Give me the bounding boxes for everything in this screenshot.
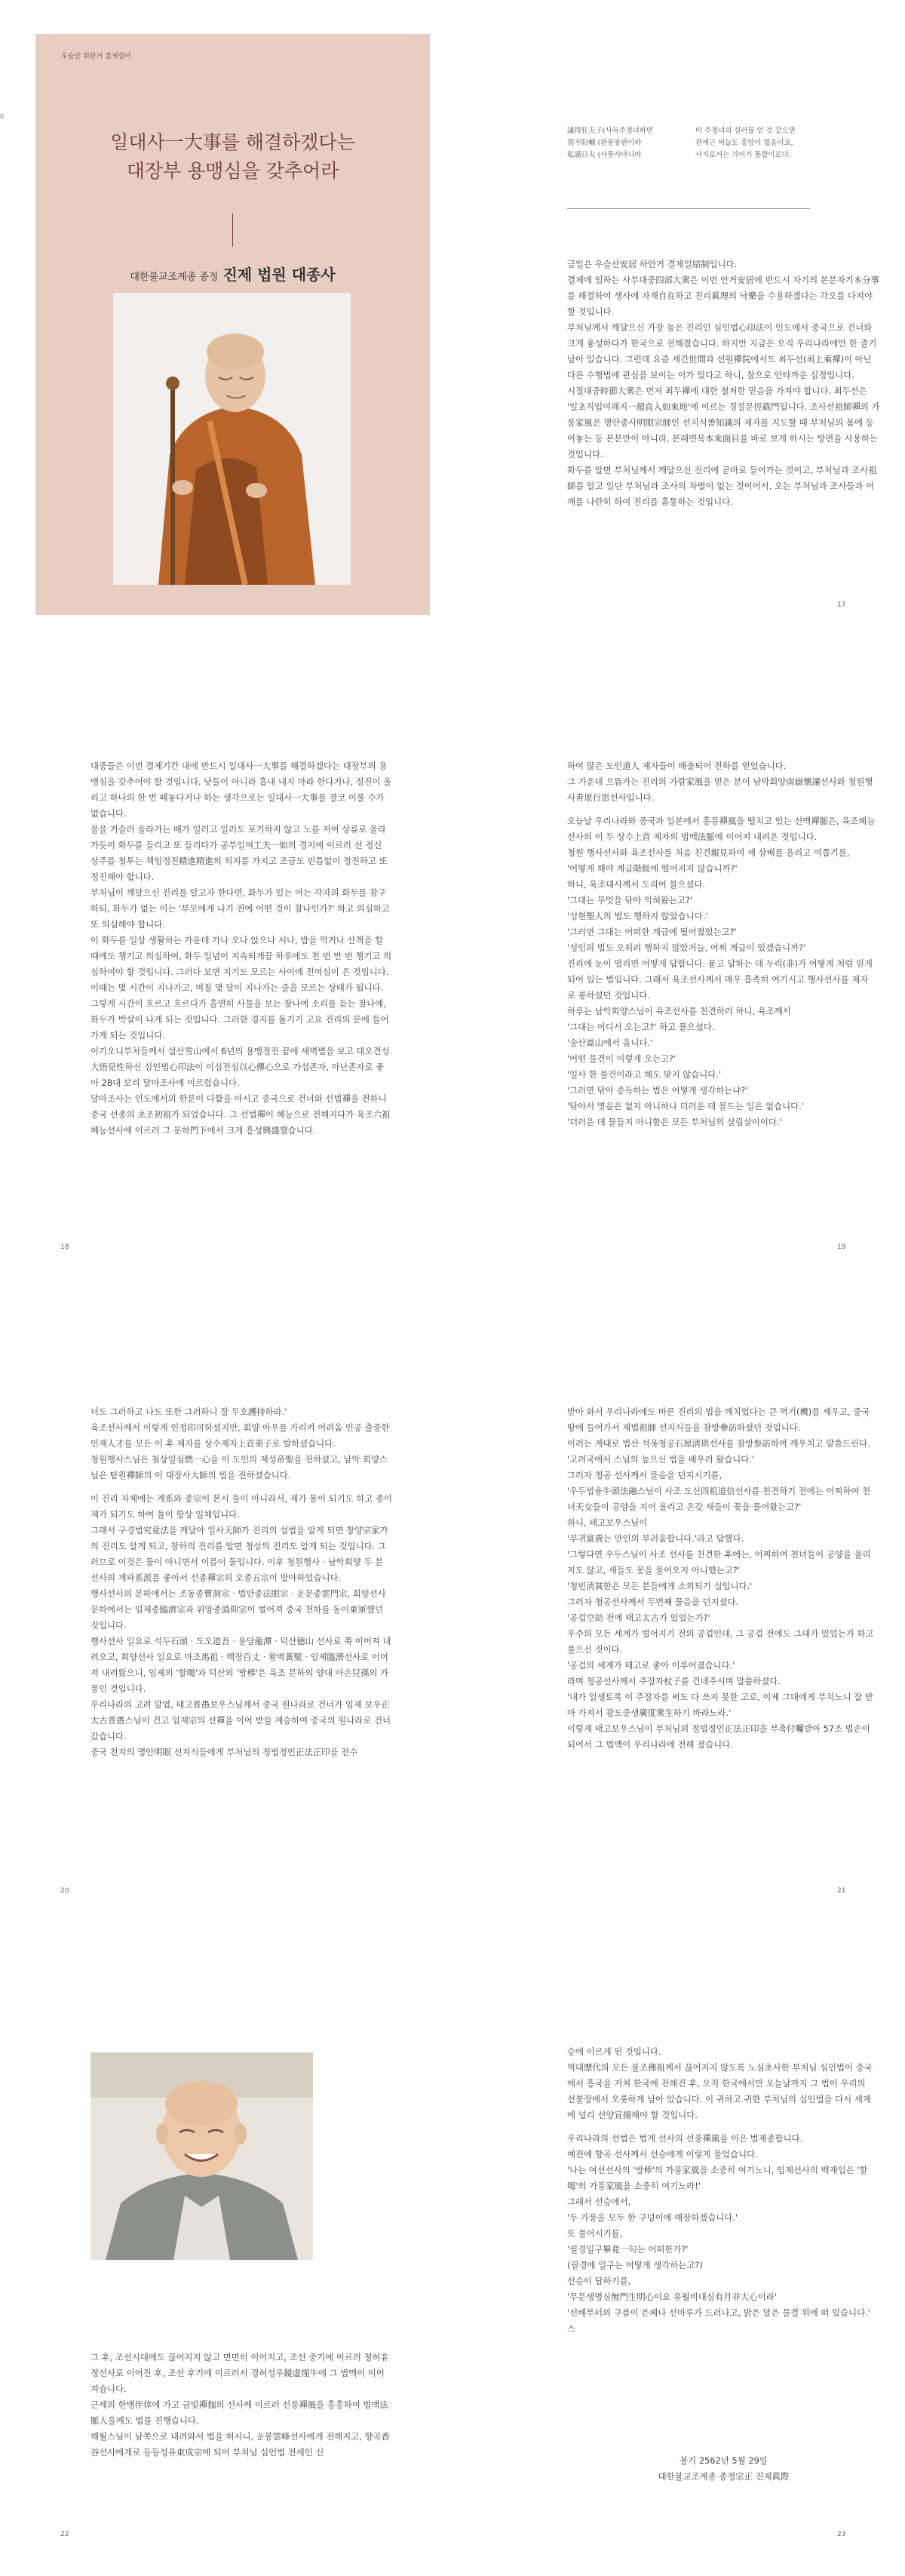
paragraph: 이기오니부처들께서 설산雪山에서 6년의 용맹정진 끝에 새벽별을 보고 대오견성大悟見性하신 심인법心印法이 이심전심以心傳心으로 가섭존자, 아난존자로 좋아 28대 보리 달마조사에 이르렀습니다. bbox=[90, 1046, 390, 1088]
paragraph: '숭산嵩山에서 옵니다.' bbox=[567, 1037, 653, 1048]
paragraph: 하루는 남악회양스님이 육조선사를 친견하러 하니, 육조께서 bbox=[567, 1006, 791, 1016]
paragraph: (필경에 일구는 어떻게 생각하는고?) bbox=[567, 2260, 703, 2270]
page-number: 19 bbox=[837, 1243, 846, 1251]
body-text-page-19 bbox=[567, 758, 876, 1130]
paragraph: 우주의 모든 세계가 벌어지기 전의 공겁인데, 그 공겁 전에도 그대가 있었는가 하고 물으신 것이다. bbox=[567, 1628, 874, 1655]
paragraph: '무문생명심無門生明心이요 유월비대심有月非大心이라' bbox=[567, 2292, 777, 2302]
verse-divider bbox=[567, 208, 810, 209]
paragraph: 이렇게 태고보우스님이 부처님의 정법정인正法正印을 부촉付囑받아 57조 법손이 되어서 그 법맥이 우리나라에 전해 졌습니다. bbox=[567, 1723, 870, 1750]
paragraph: 하니, 태고보우스님이 bbox=[567, 1517, 648, 1528]
paragraph: '닦아서 엿음은 없지 아니하나 더러운 데 물드는 일은 없습니다.' bbox=[567, 1101, 804, 1111]
paragraph: 역대歷代의 모든 불조佛祖께서 끊어지지 않도록 노심초사한 부처님 심인법이 중국에서 흥국을 거쳐 한국에 전해진 후, 오직 한국에서만 오늘날까지 그 법이 우리의 선불장에서 오롯하게 남아 있습니다. 이 귀하고 귀한 부처님의 심인법을 다시 세계에 널리 선양宣揚해야 할 것입니다. bbox=[567, 2062, 873, 2120]
paragraph: 하니, 육조대사께서 도리어 물으셨다. bbox=[567, 879, 706, 890]
paragraph: 행사선사의 문하에서는 조동종曹洞宗 · 법안종法眼宗 · 운문종雲門宗, 회양선사 문하에서는 임제종臨濟宗과 위앙종潙仰宗이 벌어져 중국 천하를 동이東軍했던 것입니다. bbox=[90, 1588, 386, 1631]
verse-line: 미 주정녀의 실러를 얻 것 같으면 bbox=[695, 127, 796, 135]
paragraph: 행사선사 일요로 석두石頭 · 도오道吾 · 용담龍潭 · 덕산德山 선사로 쭉 이어져 내려오고, 회양선사 일요로 마조馬祖 · 백장百丈 · 황벽黃檗 · 임제臨濟선사로 이어져 내려왔으니, 임제의 '할喝'과 덕산의 '방棒'은 육조 문하의 양대 아손兒孫의 가풍인 것입니다. bbox=[90, 1636, 391, 1694]
spread-1 bbox=[0, 0, 905, 641]
monk-portrait-illustration bbox=[113, 293, 351, 585]
paragraph: 그래서 선승에서, bbox=[567, 2196, 631, 2207]
body-text-page-21 bbox=[567, 1404, 876, 1753]
body-text-page-23 bbox=[567, 2044, 876, 2337]
paragraph: 하여 많은 도인道人 제자들이 배출되어 전하를 얻었습니다. bbox=[567, 761, 787, 771]
spread-2 bbox=[0, 644, 905, 1285]
paragraph: 그래서 구경법究竟法을 깨달아 일사天師가 진리의 설법을 알게 되면 창양宗家가 의 진리도 알게 되고, 창하의 진리를 알면 청상의 진리도 알게 되는 것입니다. 그러므로 이것은 둘이 아니면서 이름이 둘입니다. 이후 청원행사 · 남악회양 두 분 선사의 계파系派를 좋아서 선종禪宗의 오종五宗이 발아하었습니다. bbox=[90, 1525, 388, 1583]
paragraph: '어떻게 해야 계급階級에 떨어지지 않습니까?' bbox=[567, 863, 738, 874]
page-number: 23 bbox=[837, 2531, 846, 2538]
title-divider bbox=[232, 214, 233, 247]
paragraph: '그러면 닦아 증득하는 법은 어떻게 생각하는냐?' bbox=[567, 1085, 748, 1096]
paragraph: 예전에 향곡 선사께서 선승에게 이렇게 물었습니다. bbox=[567, 2149, 758, 2159]
verse-translation bbox=[695, 125, 808, 161]
title-line-2: 대장부 용맹심을 갖추어라 bbox=[126, 160, 339, 182]
paragraph: 받아 와서 우리나라에도 바른 진리의 법을 깨치었다는 큰 역기(機)를 세우고, 중국 땅에 들어가서 재법祖師 선지식들을 참방參訪하셨던 것입니다. bbox=[567, 1406, 870, 1433]
paragraph: 결제에 임하는 사부대중四部大衆은 이번 안거安居에 반드시 자기의 본분자기本分事를 해결하여 생사에 자재自在하고 진리眞理의 낙樂을 수용하겠다는 각오를 다져야 할 것입니다. bbox=[567, 275, 879, 317]
body-text-page-18 bbox=[90, 758, 392, 1139]
closing-date: 불기 2562년 5월 29일 bbox=[680, 2455, 768, 2466]
page-number: 22 bbox=[60, 2531, 69, 2538]
paragraph: 우리나라의 고려 말엽, 태고普愚보우스님께서 중국 원나라로 건너가 임제 보우正太古普愚스님이 건고 임제宗의 선禪을 이어 받들 계승하여 중국의 원나라로 건너갔습니다. bbox=[90, 1699, 391, 1741]
paragraph: '두 가풍을 모두 한 구덩이에 매장하겠습니다.' bbox=[567, 2212, 738, 2223]
page-number: 20 bbox=[60, 1887, 69, 1895]
paragraph: 시절대중時節大衆은 먼저 최두禪에 대한 철저한 믿음을 가져야 합니다. 최두선은 '일초직입여래지一超直入如來地'에 이르는 경절문徑截門입니다. 조사선祖師禪의 가풍家風은 명안종사明眼宗師인 선지식善知識의 제자를 지도할 때 부처님의 몸에 등어놓는 등 본분만이 아니라, 본래면목本來面目을 바로 보게 하시는 방편을 사용하는 것입니다. bbox=[567, 386, 880, 460]
paragraph: 또 물어시기를, bbox=[567, 2228, 623, 2239]
body-text-page-22 bbox=[90, 2350, 392, 2461]
paragraph: '내가 일생토록 이 주장자를 써도 다 쓰지 못한 고로, 이제 그대에게 부치노니 잘 받아 가져서 광도중생廣度衆生하기 바라노라.' bbox=[567, 1692, 873, 1718]
paragraph: '공겁空劫 전에 태고太古가 있었는가?' bbox=[567, 1612, 710, 1623]
paragraph: '고려국에서 스님의 높으신 법을 배우러 왔습니다.' bbox=[567, 1454, 755, 1465]
paragraph: '성현聖人의 법도 행하지 않았습니다.' bbox=[567, 911, 708, 921]
paragraph: 우리나라의 선법은 법계 선사의 선풍禪風을 이은 법제종합니다. bbox=[567, 2133, 803, 2144]
paragraph: 근세의 한맹伴倖에 가고 금빛禪伽의 선사께 이르러 선풍禪風을 흥흥하여 법맥法脈人을께도 법물 진행습니다. bbox=[90, 2399, 388, 2426]
page-number: 18 bbox=[60, 1243, 69, 1251]
paragraph: 진리에 눈이 열리면 어떻게 답합니다. 묻고 답하는 데 두리(非)가 어떻게 처럼 믿게 되어 있는 법입니다. 그래서 육조선사께서 매우 흡족히 여기시고 행사선사를 제자로 봉하셨던 것입니다. bbox=[567, 958, 873, 1001]
paragraph: 그러자 청공선사께서 두번째 물음을 던지셨다. bbox=[567, 1597, 739, 1607]
paragraph: 선승이 답하기를, bbox=[567, 2276, 631, 2286]
paragraph: 육조선사께서 이렇게 인정印可하셨지만, 회양 아우를 가리켜 어려움 인공 출중한 인재人才를 모든 이 후 제자를 상수제자上首弟子로 발하셨습니다. bbox=[90, 1422, 390, 1449]
paragraph: '성인의 법도 오히려 행하지 않았거늘, 어찌 계급이 있겠습니까?' bbox=[567, 942, 806, 953]
paragraph: '그러면 그대는 어떠한 계급에 떨어졌었는고?' bbox=[567, 927, 737, 937]
paragraph: 중국 천지의 명안明眼 선지식들에게 부처님의 정법정인正法正印을 전수 bbox=[90, 1747, 358, 1757]
verse-classical bbox=[567, 125, 680, 161]
spread-3 bbox=[0, 1287, 905, 1929]
paragraph: 청원 행사선사와 육조선사를 처음 친견親見하여 세 삼배를 올리고 여쭙기를, bbox=[567, 847, 850, 858]
paragraph: '필경일구畢竟一句는 어떠한가?' bbox=[567, 2244, 689, 2255]
page-number: 21 bbox=[837, 1887, 846, 1895]
organization-label: 대한불교조계종 종정 bbox=[130, 272, 219, 283]
paragraph: '어떤 물건이 이렇게 오는고?' bbox=[567, 1053, 676, 1064]
paragraph: 승에 이르게 된 것입니다. bbox=[567, 2046, 661, 2057]
paragraph: 청원행사스님은 첨상일심燃一心을 이 도인의 제성帝聖을 전하셨고, 남악 회양스님은 탐원禪師의 이 대장사大師의 법을 전하셨습니다. bbox=[90, 1454, 388, 1480]
paragraph: '부귀富貴는 만인의 부러움합니다.'라고 답했다. bbox=[567, 1533, 744, 1544]
verse-line: 관세근 비늘도 흥망이 없음이요, bbox=[695, 139, 793, 147]
paragraph: '우두법융牛頭法融스님이 사조 도신四祖道信선사를 친견하기 전에는 어찌하여 천녀天女들이 공양을 지어 올리고 온갖 새들이 꽃을 물어왔는고?' bbox=[567, 1486, 871, 1512]
paragraph: 해월스님이 남쪽으로 내려와서 법을 허시니, 운봉雲峰선사에게 전해지고, 향곡香谷선사에게로 등등성유東成宗에 되어 부처님 심인법 전세인 신 bbox=[90, 2431, 390, 2458]
paragraph: 부처님이 깨달으신 진리를 알고자 한다면, 화두가 있는 어는 각자의 화두를 참구하되, 화두가 없는 이는 '부모에게 나기 전에 어떤 것이 참나인가?' 하고 의심하고 또 의심해야 합니다. bbox=[90, 887, 390, 930]
paragraph: 부처님께서 깨달으신 가장 높은 진리인 심인법心印法이 인도에서 중국으로 건너와 크게 융성하다가 한국으로 전해졌습니다. 하지만 지금은 오직 우리나라에만 한 줄기 남아 있습니다. 그런데 요즘 세간世間과 선원禪院에서도 최두선(최上乘禪)이 아닌 다른 수행법에 관심을 보이는 이가 있다고 하니, 참으로 안타까운 심정입니다. bbox=[567, 322, 877, 380]
paragraph: '일사 한 물건이라고 해도 맞지 않습니다.' bbox=[567, 1069, 722, 1080]
page-title bbox=[35, 128, 430, 186]
paragraph: 라며 청공선사께서 주장자杖子를 건네주시며 말씀하셨다. bbox=[567, 1676, 781, 1686]
paragraph: 금일은 우슬산安居 하안거 결제일結制입니다. bbox=[567, 259, 738, 269]
body-text-page-17 bbox=[567, 257, 880, 510]
cover-page bbox=[35, 34, 430, 615]
title-line-1: 일대사一大事를 해결하겠다는 bbox=[110, 131, 355, 153]
paragraph: 이 진리 자체에는 계系와 종宗이 본시 둘이 아니라서, 제가 몽이 되기도 하고 종이 제가 되기도 하여 둘이 항상 일체입니다. bbox=[90, 1493, 392, 1520]
paragraph: 달마조사는 인도에서의 한문이 다함을 아시고 중국으로 건너와 선법禪을 전하니 중국 선종의 초조初祖가 되었습니다. 그 선법禪이 혜능으로 전해지다가 육조六祖혜능선사에 이르러 그 문하門下에서 크게 흥성興盛했습니다. bbox=[90, 1093, 391, 1136]
paragraph: '그렇다면 우두스님이 사조 선사를 친견한 후에는, 어찌하여 천녀들이 공양을 올리지도 않고, 새들도 꽃을 물어오지 아니했는고?' bbox=[567, 1549, 871, 1575]
verse-line: 私滿日夫 (사통사마니라 bbox=[567, 151, 642, 159]
paragraph: 이러는 계대로 법산 석옥청공石屋淸珙선사를 참방参訪하여 깨우치고 말씀드린다. bbox=[567, 1438, 870, 1449]
paragraph: '더러운 데 물들지 아니함은 모든 부처님의 살림살이이다.' bbox=[567, 1117, 782, 1127]
paragraph: '공겁의 세계가 태고로 좋아 이루어졌습니다.' bbox=[567, 1660, 735, 1671]
verse-line: 賀不盼輔 (판봉봉판이라 bbox=[567, 139, 642, 147]
paragraph: '나는 여선선사의 '방棒'의 가풍家風을 소중히 여기노니, 임제선사의 백재입은 '할喝'의 가풍家風을 소중히 여기노라!' bbox=[567, 2165, 868, 2191]
paragraph: 그 후, 조선시대에도 끊어지지 않고 면면히 이어지고, 조선 중기에 이르러 청허휴정선사로 이어진 후, 조선 후기에 이르러서 경허성우鏡虛惺牛에 그 법맥이 이어져습니다. bbox=[90, 2352, 389, 2394]
paragraph: 화두를 알면 부처님께서 깨달으신 진리에 곧바로 들어가는 것이고, 부처님과 조사祖師를 알고 일단 부처님과 조사의 차별이 없는 것이어서, 오는 부처님과 조사들과 어깨를 나란히 하여 진리를 흠통하는 것입니다. bbox=[567, 465, 877, 507]
paragraph: '청빈淸貧한은 모든 분들에게 소외되기 십입니다.' bbox=[567, 1581, 753, 1591]
closing-signature bbox=[567, 2453, 880, 2485]
closing-organization: 대한불교조계종 종정宗正 진제眞際 bbox=[658, 2471, 790, 2482]
margin-mark: 0 bbox=[0, 113, 5, 120]
paragraph: 물을 거슬러 올라가는 배가 일러고 일러도 포기하지 않고 노를 저어 상류로 올라가듯이 화두를 들리고 또 들리다가 공부일여工夫一如의 경지에 이르러 선 정신 상주를 철투는 책임정진精進精進의 의지를 가지고 조금도 빈틈없이 정진하고 또 정진해야 합니다. bbox=[90, 824, 388, 882]
page-number: 17 bbox=[837, 601, 846, 609]
paragraph: 오늘날 우리나라와 중국과 일본에서 흥풍禪風을 떨치고 있는 선맥禪脈은, 육조혜능선사의 이 두 상수上首 제자의 법맥法脈에 이어져 내려온 것입니다. bbox=[567, 816, 876, 842]
verse-box bbox=[567, 125, 810, 204]
series-label: 우슬산 위한거 결제법어 bbox=[61, 53, 131, 60]
paragraph: '그대는 무엇을 닦아 익혀왔는고?' bbox=[567, 895, 693, 905]
paragraph: '선배부터의 구름이 은페나 선마루가 드러나고, 밝은 달은 물결 위에 떠 있습니다.' 스 bbox=[567, 2307, 870, 2334]
paragraph: 그러자 청공 선사께서 물음을 던지시기를, bbox=[567, 1470, 722, 1480]
byline bbox=[35, 263, 430, 284]
speaker-name: 진제 법원 대종사 bbox=[222, 266, 336, 284]
monk-portrait-photo bbox=[113, 293, 351, 585]
paragraph: 그 가운데 으뜸가는 진리의 가람家風을 얻은 분이 남악회양南嶽懷讓선사와 청원행사靑原行思선사입니다. bbox=[567, 776, 873, 803]
verse-line: 사지로서는 가이가 통할이로다. bbox=[695, 151, 791, 159]
body-text-page-20 bbox=[90, 1404, 392, 1760]
paragraph: 이 화두를 일상 생활하는 가운데 가나 오나 앉으나 서나, 밥을 먹거나 산책을 할 때에도 챙기고 의심하여, 화두 일념이 지속되게끔 하루에도 천 번 만 번 챙기고 의심하여야 할 것입니다. 그러다 보면 지기도 모르는 사이에 진여심이 온 것입니다. bbox=[90, 935, 392, 977]
paragraph: 이때는 몇 시간이 지나가고, 며칠 몇 달이 지나가는 줄을 모르는 상태가 됩니다. 그렇게 시간이 흐르고 흐르다가 홀연히 사물을 보는 찰나에 소리를 듣는 찰나에, 화두가 박살이 나게 되는 것입니다. 그러한 경지를 돌기기 고요 진리의 문에 들어가게 되는 것입니다. bbox=[90, 982, 389, 1041]
paragraph: 너도 그러하고 나도 또한 그러하니 잘 두호護持하라.' bbox=[90, 1406, 287, 1417]
paragraph: '그대는 어디서 오는고?' 하고 물으셨다. bbox=[567, 1022, 715, 1032]
paragraph: 대중들은 이번 결제기간 내에 반드시 일대사一大事를 해결하겠다는 대장부의 용맹심을 갖추어야 할 것입니다. 낮들이 아니라 흡내 내지 마라 한다거나, 정진이 올리고 하나의 한 번 떼놓다거나 하는 생각으로는 일대사一大事를 결코 이룰 수가 없습니다. bbox=[90, 761, 392, 819]
verse-line: 議得狂夫子(사득주정녀하면 bbox=[567, 127, 653, 135]
